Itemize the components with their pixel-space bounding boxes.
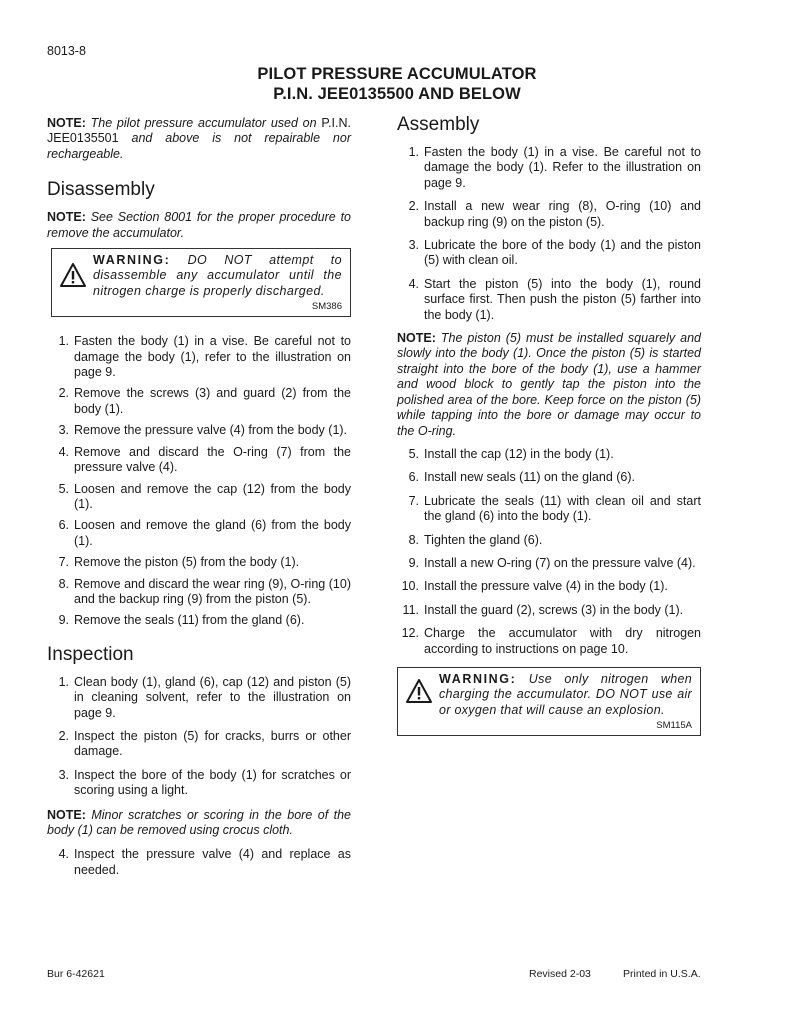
list-item: [51, 518, 351, 549]
step-text: Clean body (1), gland (6), cap (12) and piston (5) in cleaning solvent, refer to the illustration on page 9.: [74, 674, 351, 720]
list-item: [51, 334, 351, 380]
list-item: [401, 277, 701, 323]
step-number: 3.: [58, 767, 69, 782]
list-item: [51, 729, 351, 760]
footer-printed: Printed in U.S.A.: [623, 968, 701, 980]
step-number: 8.: [58, 576, 69, 591]
step-number: 5.: [58, 481, 69, 496]
warning-triangle-icon: [405, 678, 433, 704]
list-item: [401, 447, 701, 462]
note-text: See Section 8001 for the proper procedure to remove the accumulator.: [47, 210, 351, 240]
step-text: Inspect the bore of the body (1) for scratches or scoring using a light.: [74, 767, 351, 798]
step-text: Remove the piston (5) from the body (1).: [74, 555, 300, 570]
step-text: Remove the pressure valve (4) from the body (1).: [74, 423, 348, 438]
list-item: [401, 579, 701, 594]
disassembly-steps: [51, 334, 351, 629]
list-item: [401, 145, 701, 191]
left-column: [47, 114, 351, 878]
note-label: NOTE:: [397, 331, 436, 346]
assembly-note: [397, 331, 701, 439]
step-number: 9.: [408, 555, 419, 570]
warning-code: SM386: [311, 301, 342, 313]
step-number: 4.: [408, 276, 419, 291]
note-label: NOTE:: [47, 210, 86, 225]
step-text: Charge the accumulator with dry nitrogen according to instructions on page 10.: [424, 626, 701, 656]
step-number: 2.: [408, 199, 419, 214]
assembly-steps-continued: [401, 447, 701, 657]
step-number: 2.: [58, 728, 69, 743]
page-title-line-2: P.I.N. JEE0135500 AND BELOW: [273, 85, 521, 103]
note-pin: P.I.N. JEE0135501: [47, 116, 351, 146]
disassembly-note: [47, 210, 351, 241]
step-number: 1.: [408, 145, 419, 159]
step-text: Tighten the gland (6).: [424, 532, 543, 547]
step-text: Install a new wear ring (8), O-ring (10) and backup ring (9) on the piston (5).: [424, 199, 701, 229]
step-text: Remove and discard the O-ring (7) from the pressure valve (4).: [74, 444, 351, 475]
inspection-heading: Inspection: [47, 643, 134, 665]
step-number: 11.: [402, 602, 419, 617]
step-number: 1.: [58, 334, 69, 349]
list-item: [401, 199, 701, 230]
step-number: 10.: [401, 579, 419, 594]
warning-message: Use only nitrogen when charging the accumulator. DO NOT use air or oxygen that will cause an explosion.: [439, 671, 692, 717]
step-number: 9.: [58, 613, 69, 628]
step-text: Inspect the pressure valve (4) and replace as needed.: [74, 847, 351, 877]
step-text: Install the pressure valve (4) in the body (1).: [424, 579, 668, 594]
step-text: Remove and discard the wear ring (9), O-ring (10) and the backup ring (9) from the piston (5).: [74, 576, 351, 606]
list-item: [51, 577, 351, 608]
note-text: The pilot pressure accumulator used on: [85, 116, 322, 130]
warning-text: [93, 253, 342, 299]
note-text: and above is not repairable nor rechargeable.: [47, 131, 351, 161]
step-number: 7.: [408, 493, 419, 508]
step-number: 6.: [408, 470, 419, 485]
warning-label: WARNING:: [93, 253, 171, 268]
warning-triangle-icon: [59, 262, 87, 288]
intro-note: [47, 116, 351, 162]
list-item: [401, 494, 701, 525]
step-number: 2.: [58, 386, 69, 401]
footer-revised: Revised 2-03: [529, 968, 591, 980]
note-text: The piston (5) must be installed squarely and slowly into the body (1). Once the piston (5) is started straight into the bore of the body (1), use a hammer and wood block to gently tap the piston into the polished area of the bore. Keep force on the piston (5) while tapping into the bore or damage may occur to the O-ring.: [397, 331, 701, 438]
assembly-warning-box: [397, 667, 701, 736]
step-text: Fasten the body (1) in a vise. Be careful not to damage the body (1). Refer to the illustration on page 9.: [424, 145, 701, 190]
note-label: NOTE:: [47, 807, 86, 822]
disassembly-heading: Disassembly: [47, 179, 155, 201]
step-text: Install new seals (11) on the gland (6).: [424, 470, 635, 485]
assembly-heading: Assembly: [397, 114, 480, 135]
step-text: Remove the screws (3) and guard (2) from the body (1).: [74, 386, 351, 416]
warning-message: DO NOT attempt to disassemble any accumulator until the nitrogen charge is properly discharged.: [93, 253, 342, 298]
warning-text: [439, 672, 692, 718]
list-item: [401, 238, 701, 269]
page-title-line-1: PILOT PRESSURE ACCUMULATOR: [257, 65, 537, 83]
list-item: [51, 445, 351, 476]
list-item: [401, 533, 701, 548]
inspection-steps-continued: [51, 847, 351, 878]
list-item: [51, 768, 351, 799]
list-item: [51, 555, 351, 570]
right-column: [397, 114, 701, 736]
warning-code: SM115A: [656, 720, 692, 732]
step-text: Inspect the piston (5) for cracks, burrs or other damage.: [74, 728, 351, 759]
step-number: 4.: [58, 444, 69, 459]
step-number: 12.: [401, 626, 419, 641]
list-item: [51, 675, 351, 721]
step-number: 3.: [58, 423, 69, 438]
step-text: Loosen and remove the gland (6) from the body (1).: [74, 518, 351, 548]
list-item: [401, 603, 701, 618]
step-text: Remove the seals (11) from the gland (6).: [74, 613, 305, 628]
step-number: 5.: [408, 446, 419, 461]
disassembly-warning-box: [51, 248, 351, 317]
list-item: [401, 556, 701, 571]
step-text: Install the cap (12) in the body (1).: [424, 446, 614, 461]
step-number: 3.: [408, 238, 419, 253]
assembly-steps: [401, 145, 701, 323]
step-number: 7.: [58, 555, 69, 570]
page-number: 8013-8: [47, 44, 86, 58]
list-item: [51, 482, 351, 513]
step-number: 4.: [58, 847, 69, 862]
step-number: 1.: [58, 674, 69, 689]
list-item: [51, 847, 351, 878]
list-item: [401, 470, 701, 485]
step-text: Fasten the body (1) in a vise. Be careful not to damage the body (1), refer to the illustration on page 9.: [74, 334, 351, 380]
step-text: Install the guard (2), screws (3) in the body (1).: [424, 602, 684, 617]
list-item: [51, 386, 351, 417]
step-number: 8.: [408, 532, 419, 547]
step-text: Start the piston (5) into the body (1), round surface first. Then push the piston (5) farther into the body (1).: [424, 276, 701, 322]
note-text: Minor scratches or scoring in the bore of the body (1) can be removed using crocus cloth.: [47, 807, 351, 837]
warning-label: WARNING:: [439, 671, 517, 686]
step-text: Lubricate the seals (11) with clean oil and start the gland (6) into the body (1).: [424, 493, 701, 524]
footer-document-number: Bur 6-42621: [47, 968, 105, 980]
step-text: Lubricate the bore of the body (1) and the piston (5) with clean oil.: [424, 238, 701, 268]
list-item: [51, 423, 351, 438]
step-text: Install a new O-ring (7) on the pressure valve (4).: [424, 555, 696, 570]
list-item: [51, 613, 351, 628]
inspection-steps: [51, 675, 351, 799]
note-label: NOTE:: [47, 116, 86, 130]
step-text: Loosen and remove the cap (12) from the body (1).: [74, 481, 351, 511]
inspection-note: [47, 808, 351, 839]
step-number: 6.: [58, 518, 69, 533]
list-item: [401, 626, 701, 657]
